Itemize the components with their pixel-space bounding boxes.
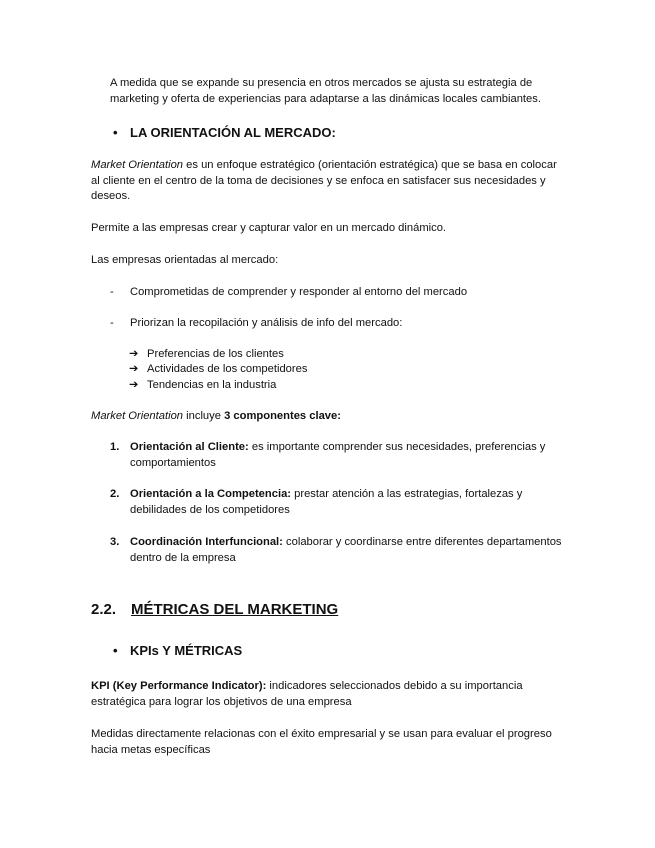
component-description: es importante comprender sus necesidades, preferencias y comportamientos [130,441,546,469]
permite-paragraph: Permite a las empresas crear y capturar valor en un mercado dinámico. [91,222,447,234]
componentes-line [91,409,566,425]
term-market-orientation: Market Orientation [91,410,184,422]
componentes-bold-text: 3 componentes clave: [224,410,341,422]
arrow-list-item [129,347,284,363]
bullet-icon: • [113,643,118,658]
arrow-item-text: Actividades de los competidores [147,363,308,375]
definition-text: es un enfoque estratégico (orientación estratégica) que se basa en colocar al cliente en el centro de la toma de decisiones y se enfoca en satisfacer sus necesidades y deseos. [91,159,557,202]
arrow-right-icon: ➔ [129,348,139,360]
item-number: 3. [110,536,120,548]
component-description: colaborar y coordinarse entre diferentes departamentos dentro de la empresa [130,536,562,564]
dash-icon: - [110,317,114,329]
bullet-icon: • [113,125,118,140]
component-title: Orientación a la Competencia: [130,488,292,500]
section-title-text: MÉTRICAS DEL MARKETING [131,601,339,618]
arrow-list-item [129,362,307,378]
heading-kpis-metricas [113,643,242,659]
term-market-orientation: Market Orientation [91,159,184,171]
arrow-item-text: Tendencias en la industria [147,379,277,391]
section-number: 2.2. [91,601,117,618]
component-text [130,535,570,566]
market-orientation-definition [91,158,566,205]
arrow-right-icon: ➔ [129,363,139,375]
component-text [130,440,570,471]
section-title-metricas [91,602,338,618]
kpi-definition [91,679,566,710]
heading-orientacion-mercado [113,125,336,141]
kpi-definition-text: indicadores seleccionados debido a su importancia estratégica para lograr los objetivos de una empresa [91,680,523,708]
dash-item-text: Priorizan la recopilación y análisis de info del mercado: [130,317,403,329]
component-description: prestar atención a las estrategias, fortalezas y debilidades de los competidores [130,488,523,516]
empresas-paragraph: Las empresas orientadas al mercado: [91,254,279,266]
dash-item-text: Comprometidas de comprender y responder al entorno del mercado [130,286,468,298]
heading-text: LA ORIENTACIÓN AL MERCADO: [130,125,336,140]
component-title: Coordinación Interfuncional: [130,536,283,548]
dash-icon: - [110,286,114,298]
heading-text: KPIs Y MÉTRICAS [130,643,243,658]
medidas-paragraph: Medidas directamente relacionas con el éxito empresarial y se usan para evaluar el progreso hacia metas específicas [91,728,552,756]
arrow-item-text: Preferencias de los clientes [147,348,284,360]
arrow-list-item [129,378,276,394]
item-number: 1. [110,441,120,453]
intro-paragraph: A medida que se expande su presencia en otros mercados se ajusta su estrategia de marketing y oferta de experiencias para adaptarse a las dinámicas locales cambiantes. [110,77,541,105]
arrow-right-icon: ➔ [129,379,139,391]
component-text [130,487,570,518]
componentes-mid-text: incluye [183,410,225,422]
item-number: 2. [110,488,120,500]
component-title: Orientación al Cliente: [130,441,249,453]
kpi-term: KPI (Key Performance Indicator): [91,680,267,692]
